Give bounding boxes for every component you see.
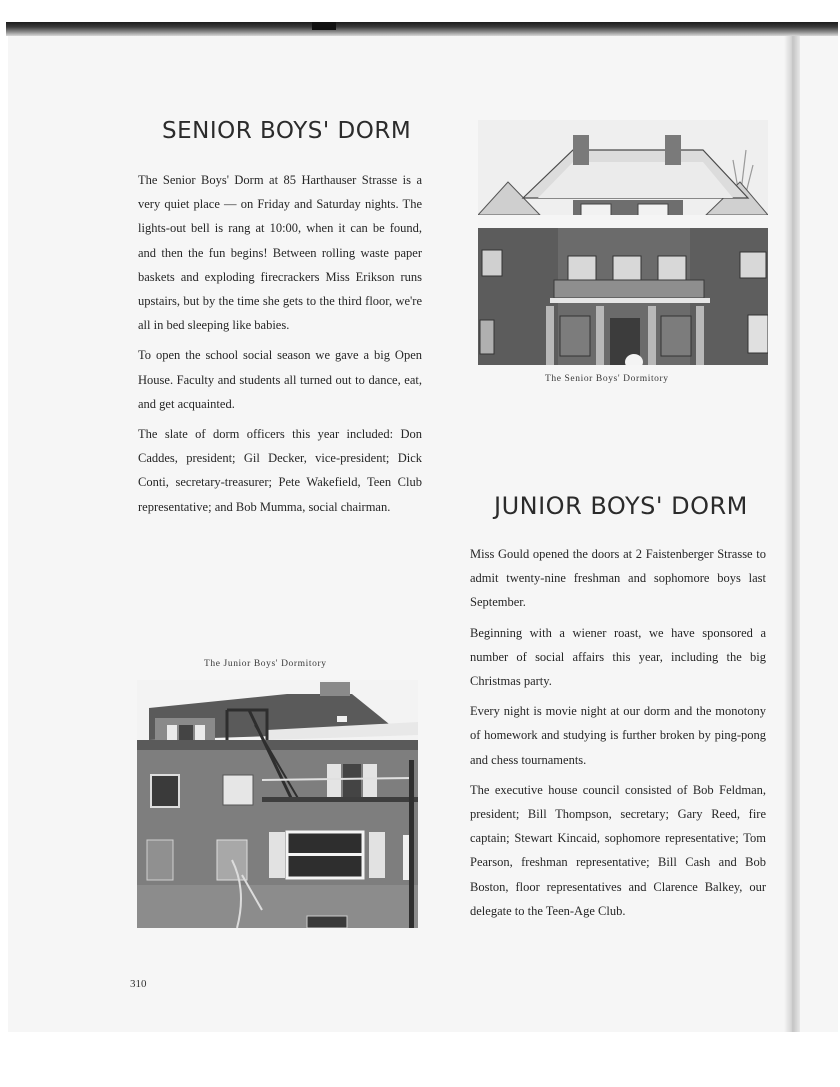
junior-paragraph: Miss Gould opened the doors at 2 Faistenberger Strasse to admit twenty-nine freshman and sophomore boys last September.: [470, 547, 766, 610]
senior-paragraph: The slate of dorm officers this year included: Don Caddes, president; Gil Decker, vice-president; Dick Conti, secretary-treasurer; Pete Wakefield, Teen Club representative; and Bob Mumma, social chairman.: [138, 427, 422, 514]
junior-photo-caption: The Junior Boys' Dormitory: [204, 659, 327, 669]
junior-dorm-photo: [137, 680, 418, 928]
senior-paragraph: To open the school social season we gave a big Open House. Faculty and students all turned out to dance, eat, and get acquainted.: [138, 348, 422, 411]
junior-dorm-text: [470, 542, 766, 929]
junior-paragraph: The executive house council consisted of Bob Feldman, president; Bill Thompson, secretary; Gary Reed, fire captain; Stewart Kincaid, sophomore representative; Tom Pearson, freshman representative; Bill Cash and Bob Boston, floor representatives and Clarence Balkey, our delegate to the Teen-Age Club.: [470, 782, 766, 918]
junior-paragraph: Beginning with a wiener roast, we have sponsored a number of social affairs this year, including the big Christmas party.: [470, 625, 766, 689]
senior-dorm-heading: SENIOR BOYS' DORM: [162, 118, 412, 144]
senior-paragraph: The Senior Boys' Dorm at 85 Harthauser Strasse is a very quiet place — on Friday and Saturday nights. The lights-out bell is rang at 10:00, when it can be found, and then the fun begins! Between rolling waste paper baskets and exploding firecrackers Miss Erikson runs upstairs, but by the time she gets to the third floor, we're all in bed sleeping like babies.: [138, 173, 422, 333]
scan-edge-top: [6, 22, 838, 36]
page-gutter-shadow: [784, 36, 800, 1032]
senior-dorm-photo: [478, 120, 768, 365]
page-number: 310: [130, 978, 147, 990]
senior-photo-caption: The Senior Boys' Dormitory: [545, 374, 669, 384]
junior-dorm-heading: JUNIOR BOYS' DORM: [494, 492, 748, 520]
senior-dorm-text: [138, 168, 422, 525]
scan-edge-mark: [312, 22, 336, 30]
junior-paragraph: Every night is movie night at our dorm and the monotony of homework and studying is further broken by ping-pong and chess tournaments.: [470, 704, 766, 767]
